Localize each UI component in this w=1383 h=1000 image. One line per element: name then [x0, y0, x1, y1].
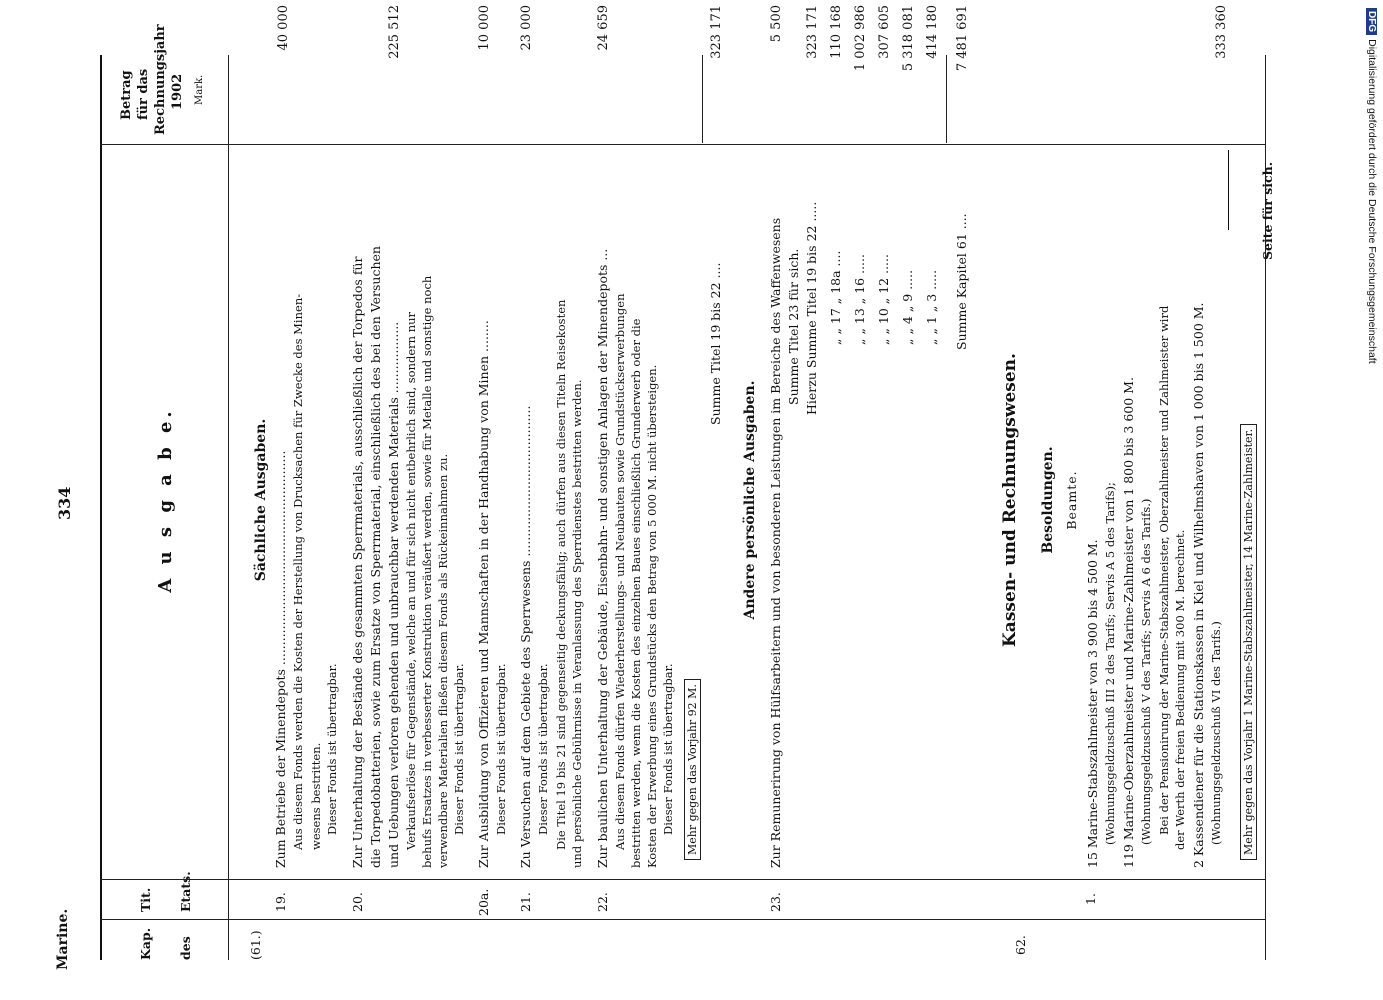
sum-rule-1	[702, 55, 703, 143]
entry-21-line-1: Zu Versuchen auf dem Gebiete des Sperrwesens ......................................	[518, 405, 533, 868]
kassen-line-7: 2 Kassendiener für die Stationskassen in Kiel und Wilhelmshaven von 1 000 bis 1 500 M.	[1191, 302, 1206, 868]
summe-19-22-label: Summe Titel 19 bis 22 ....	[708, 262, 723, 425]
tit-22: 22.	[595, 892, 610, 912]
tit-21: 21.	[518, 892, 533, 912]
summary-label-6: „ „ 1 „ 3 .....	[924, 269, 939, 345]
kap-62-label: 62.	[1013, 935, 1028, 955]
entry-21-line-2: Dieser Fonds ist übertragbar.	[536, 663, 550, 835]
entry-20-line-6: verwendbare Materialien fließen diesem Fonds als Rückeinnahmen zu.	[436, 453, 450, 868]
mehr-vorjahr-box: Mehr gegen das Vorjahr 92 M.	[684, 679, 701, 860]
col-etats: Etats.	[178, 871, 193, 912]
amount-header-2: für das	[136, 68, 151, 120]
summary-amount-6: 414 180	[925, 5, 940, 59]
page-number: 334	[55, 486, 74, 520]
summary-label-2: „ „ 17 „ 18a ....	[828, 250, 843, 345]
header-left: Marine.	[55, 908, 71, 970]
entry-22-line-3: bestritten werden, wenn die Kosten des einzelnen Baues einschließlich Grunderwerb oder die	[629, 318, 643, 868]
section-title: A u s g a b e.	[155, 407, 176, 593]
amount-header-3: Rechnungsjahr	[153, 24, 168, 135]
summe-19-22-amount: 323 171	[709, 5, 724, 59]
entry-20-line-3: und Uebungen verloren gehenden und unbrauchbar werdenden Materials ..................	[386, 321, 401, 868]
entry-21-line-4: und persönliche Gebührnisse in Veranlassung des Sperrdienstes bestritten werden.	[570, 379, 584, 868]
heading-andere: Andere persönliche Ausgaben.	[742, 380, 758, 620]
entry-20-line-1: Zur Unterhaltung der Bestände des gesammten Sperrmaterials, ausschließlich der Torpedos für	[350, 256, 365, 868]
header-bottom-rule	[228, 55, 229, 960]
dfg-credit	[1366, 8, 1378, 364]
entry-20a-line-1: Zur Ausbildung von Offizieren und Mannschaften in der Handhabung von Minen ........	[476, 320, 491, 868]
kap-tit-separator	[100, 919, 1265, 920]
amount-header-4: 1902	[170, 73, 185, 110]
heading-beamte: Beamte.	[1064, 470, 1079, 530]
heading-besoldungen: Besoldungen.	[1040, 446, 1056, 554]
entry-19-line-1: Zum Betriebe der Minendepots ......................................................	[273, 450, 288, 868]
kassen-line-5: Bei der Pensionirung der Marine-Stabszahlmeister, Oberzahlmeister und Zahlmeister wird	[1157, 305, 1171, 835]
entry-22-line-4: Kosten der Erwerbung eines Grundstücks den Betrag von 5 000 M. nicht übersteigen.	[645, 364, 659, 868]
amount-22: 24 659	[596, 5, 611, 51]
entry-23-line-1: Zur Remunerirung von Hülfsarbeitern und von besonderen Leistungen im Bereiche des Waffenwesens	[768, 217, 783, 868]
dfg-logo: DFG	[1366, 8, 1377, 35]
summe-kapitel-61-amount: 7 481 691	[955, 5, 970, 72]
summary-amount-1: 323 171	[805, 5, 820, 59]
sum-rule-2	[946, 55, 947, 143]
col-kap: Kap.	[138, 927, 153, 960]
dfg-credit-text: Digitalisierung gefördert durch die Deutsche Forschungsgemeinschaft	[1366, 39, 1378, 364]
amount-21: 23 000	[519, 5, 534, 51]
amount-column-separator	[100, 144, 1265, 145]
amount-23: 5 500	[769, 5, 784, 43]
amount-header-5: Mark.	[194, 74, 205, 105]
entry-20-line-7: Dieser Fonds ist übertragbar.	[452, 663, 466, 835]
summary-amount-5: 5 318 081	[901, 5, 916, 72]
amount-20a: 10 000	[477, 5, 492, 51]
summary-label-1: Hierzu Summe Titel 19 bis 22 .....	[804, 201, 819, 415]
amount-20: 225 512	[387, 5, 402, 59]
entry-20-line-4: Verkaufserlöse für Gegenstände, welche an und für sich nicht entbehrlich sind, sondern nur	[404, 311, 418, 850]
tit-19: 19.	[273, 892, 288, 912]
kassen-amount: 333 360	[1214, 5, 1229, 59]
kassen-line-8: (Wohnungsgeldzuschuß VI des Tarifs.)	[1209, 621, 1223, 845]
entry-19-line-3: wesens bestritten.	[309, 742, 323, 850]
heading-kassen: Kassen- und Rechnungswesen.	[1000, 353, 1020, 647]
summary-label-4: „ „ 10 „ 12 .....	[876, 254, 891, 345]
entry-22-line-5: Dieser Fonds ist übertragbar.	[661, 663, 675, 835]
seite-fuer-sich: Seite für sich.	[1260, 161, 1275, 260]
summary-amount-4: 307 605	[877, 5, 892, 59]
kassen-line-4: (Wohnungsgeldzuschuß V des Tarifs; Servis A 6 des Tarifs.)	[1139, 498, 1153, 845]
amount-19: 40 000	[276, 5, 291, 51]
kassen-line-2: (Wohnungsgeldzuschuß III 2 des Tarifs; Servis A 5 des Tarifs);	[1103, 482, 1117, 845]
kassen-line-6: der Werth der freien Bedienung mit 300 M. berechnet.	[1173, 529, 1187, 850]
kassen-rule	[1228, 150, 1229, 230]
entry-20-line-5: behufs Ersatzes in verbesserter Konstruktion veräußert werden, sowie für Metalle und sonstige noch	[420, 275, 434, 868]
kassen-line-3: 119 Marine-Oberzahlmeister und Marine-Zahlmeister von 1 800 bis 3 600 M.	[1121, 377, 1136, 868]
entry-19-line-2: Aus diesem Fonds werden die Kosten der Herstellung von Drucksachen für Zwecke des Minen-	[291, 293, 305, 850]
entry-22-line-2: Aus diesem Fonds dürfen Wiederherstellungs- und Neubauten sowie Grundstückserwerbungen	[613, 293, 627, 850]
table-top-rule	[100, 55, 102, 960]
tit-20: 20.	[350, 892, 365, 912]
kap-61-label: (61.)	[248, 930, 263, 960]
summary-label-5: „ „ 4 „ 9 .....	[900, 269, 915, 345]
heading-saechliche: Sächliche Ausgaben.	[253, 418, 269, 582]
entry-20a-line-2: Dieser Fonds ist übertragbar.	[494, 663, 508, 835]
summary-amount-3: 1 002 986	[853, 5, 868, 72]
summe-kapitel-61-label: Summe Kapitel 61 ....	[954, 213, 969, 350]
tit-23: 23.	[768, 892, 783, 912]
col-des: des	[178, 936, 193, 960]
entry-20-line-2: die Torpedobatterien, sowie zum Ersatze von Sperrmaterial, einschließlich des bei den Versuchen	[368, 246, 383, 868]
tit-1: 1.	[1083, 893, 1098, 905]
entry-21-line-3: Die Titel 19 bis 21 sind gegenseitig deckungsfähig; auch dürfen aus diesen Titeln Reisekosten	[554, 299, 568, 850]
summary-label-3: „ „ 13 „ 16 .....	[852, 254, 867, 345]
entry-23-line-2: Summe Titel 23 für sich.	[786, 248, 801, 405]
col-tit: Tit.	[138, 887, 153, 912]
kassen-mehr-box: Mehr gegen das Vorjahr 1 Marine-Stabszahlmeister, 14 Marine-Zahlmeister.	[1240, 424, 1257, 860]
tit-20a: 20a.	[476, 888, 491, 916]
tit-text-separator	[100, 879, 1265, 880]
amount-header-1: Betrag	[119, 70, 134, 120]
entry-22-line-1: Zur baulichen Unterhaltung der Gebäude, Eisenbahn- und sonstigen Anlagen der Minendepots ...	[595, 248, 610, 868]
summary-amount-2: 110 168	[829, 5, 844, 59]
kassen-line-1: 15 Marine-Stabszahlmeister von 3 900 bis 4 500 M.	[1085, 539, 1100, 868]
entry-19-line-4: Dieser Fonds ist übertragbar.	[325, 663, 339, 835]
